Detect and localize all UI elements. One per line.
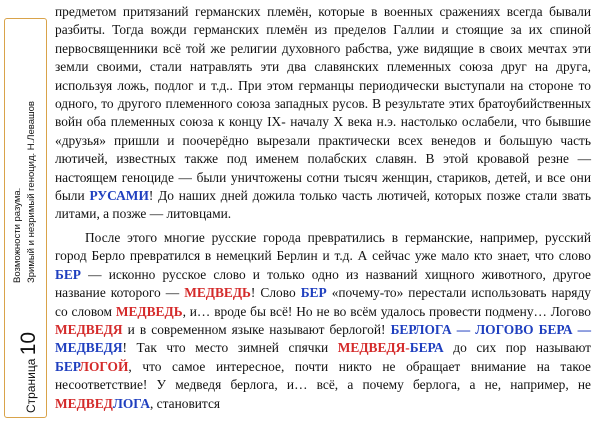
highlight-loga: ЛОГА	[112, 395, 150, 411]
page-label	[17, 332, 41, 413]
p2-j: , становится	[149, 395, 221, 411]
side-banner	[4, 18, 47, 418]
paragraph-2: После этого многие русские города превратились в германские, например, русский город Берло превратился в немецкий Берлин и т.д. А сейчас уже мало кто знает, что слово БЕР — исконно русское слово и только одно из названий хищного животного, другое название которого — МЕДВЕДЬ! Слово БЕР «почему-то» перестали использовать наряду со словом МЕДВЕДЬ, и… вроде бы всё! Но не во всём удалось провести подмену… Логово МЕДВЕДЯ и в современном языке называют берлогой! БЕРЛОГА — ЛОГОВО БЕРА — МЕДВЕДЯ! Так что место зимней спячки МЕДВЕДЯ-БЕРА до сих пор называют БЕРЛОГОЙ, что самое интересное, почти никто не обращает внимание на такое несоответствие! У медведя берлога, и… всё, а почему берлога, а не, например, не МЕДВЕДЛОГА, становится	[55, 229, 592, 411]
highlight-medved-1: МЕДВЕДЬ	[184, 285, 251, 301]
p2-a: После этого многие русские города превратились в германские, например, русский город Берло превратился в немецкий Берлин и т.д. А сейчас уже мало кто знает, что слово	[55, 229, 591, 264]
p2-d: «почему-то» перестали использовать наряду со словом	[55, 285, 591, 319]
p1-end: ! До наших дней дожила только часть лютичей, которых позже стали звать литами, а позже — литовцами.	[55, 188, 591, 222]
document-body	[55, 3, 591, 413]
p2-i: , что самое интересное, почти никто не обращает внимание на такое несоответствие! У медведя берлога, и… всё, а почему берлога, а не, например, не	[55, 358, 591, 393]
highlight-ber-1: БЕР	[55, 266, 81, 282]
p2-e: , и… вроде бы всё! Но не во всём удалось провести подмену… Логово	[182, 303, 591, 319]
p2-g: ! Так что место зимней спячки	[122, 340, 329, 356]
p2-c: ! Слово	[250, 285, 296, 301]
highlight-logoy: ЛОГОЙ	[78, 358, 129, 374]
highlight-medved-root: МЕДВЕД	[55, 395, 113, 411]
highlight-medvedya-2: МЕДВЕДЯ	[337, 340, 406, 356]
paragraph-1	[55, 3, 591, 224]
page-number: 10	[16, 331, 40, 356]
p2-b: — исконно русское слово и только одно из названий хищного животного, другое название которого —	[55, 266, 591, 301]
book-title-line-1: Возможности разума.	[11, 187, 23, 283]
p2-f: и в современном языке называют берлогой!	[127, 321, 386, 337]
highlight-berloga-phrase: БЕРЛОГА — ЛОГОВО БЕРА — МЕДВЕДЯ	[55, 321, 592, 356]
p2-h: до сих пор называют	[453, 340, 592, 356]
book-title-line-2: Зримый и незримый геноцид. Н.Левашов	[25, 101, 37, 283]
p1-text: предметом притязаний германских племён, которые в военных сражениях всегда бывали разбиты. Тогда вожди германских племён из пределов Галлии и стоящие за их спиной первосвященники всё той же религии духовного рабства, уже видящие в своих мечтах эти земли своими, стали натравлять эти два славянских племенных союза друг на друга, используя ложь, подлог и т.д.. При этом германцы периодически выступали на стороне то одного, то другого племенного союза западных русов. В результате этих братоубийственных войн оба племенных союза к концу IX- началу X века н.э. настолько ослабели, что бывшие «друзья» пришли и поочерёдно вырезали практически всех венедов и большую часть лютичей, известных также под именем полабских славян. В этой кровавой резне — настоящем геноциде — были уничтожены сотни тысяч женщин, стариков, детей, и все они были	[55, 4, 591, 204]
highlight-bera: БЕРА	[409, 340, 444, 356]
highlight-rusami: РУСАМИ	[89, 188, 149, 204]
highlight-medved-2: МЕДВЕДЬ	[115, 303, 183, 319]
book-title	[11, 101, 39, 283]
highlight-ber-3: БЕР	[55, 358, 79, 374]
side-banner-text	[7, 23, 45, 413]
highlight-ber-2: БЕР	[300, 285, 327, 301]
page-word: Страница	[23, 358, 38, 413]
highlight-medvedya-1: МЕДВЕДЯ	[55, 321, 123, 337]
